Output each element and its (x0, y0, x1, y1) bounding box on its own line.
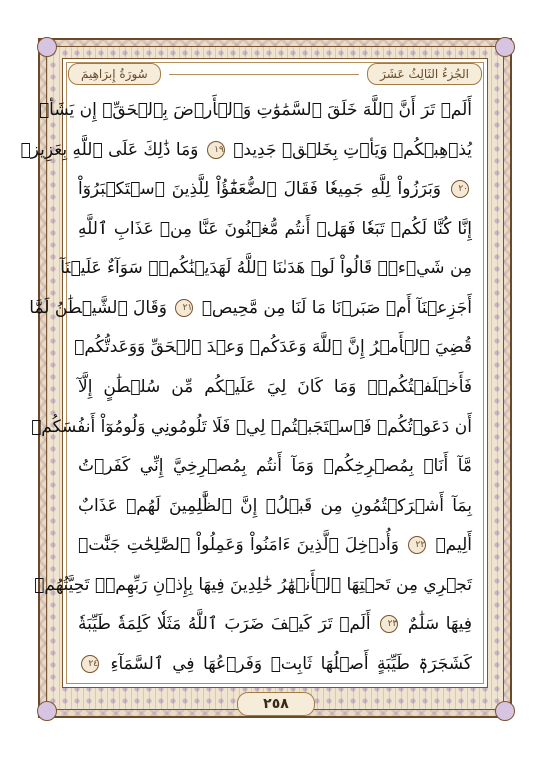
verse-text: أَجَزِعۡنَآ أَمۡ صَبَرۡنَا مَا لَنَا مِن مَّحِيصٖ (196, 297, 472, 318)
verse-line (31, 411, 472, 443)
verse-line (78, 173, 472, 205)
verse-text: إِنَّا كُنَّا لَكُمۡ تَبَعٗا فَهَلۡ أَنتُم مُّغۡنُونَ عَنَّا مِنۡ عَذَابِ ٱللَّهِ (78, 218, 472, 239)
verse-text: وَمَا ذَٰلِكَ عَلَى ٱللَّهِ بِعَزِيزٖ (20, 139, 204, 160)
verse-text: أَلِيمٞ (429, 535, 473, 556)
ayah-number-marker: ٢٢ (408, 536, 426, 554)
verse-text: يُذۡهِبۡكُمۡ وَيَأۡتِ بِخَلۡقٖ جَدِيدٖ (227, 139, 472, 160)
verse-line (78, 529, 472, 561)
verse-line (78, 608, 472, 640)
verse-line (34, 569, 472, 601)
verse-text: مِن شَيۡءٖۚ قَالُواْ لَوۡ هَدَىٰنَا ٱللَّهُ لَهَدَيۡنَٰكُمۡۖ سَوَآءٌ عَلَيۡنَآ (60, 258, 472, 279)
ayah-number-marker: ٢١ (175, 299, 193, 317)
verse-line (78, 450, 472, 482)
verse-line (78, 213, 472, 245)
verse-text: كَشَجَرَةٖ طَيِّبَةٍ أَصۡلُهَا ثَابِتٞ وَفَرۡعُهَا فِي ٱلسَّمَآءِ (102, 653, 472, 674)
ayah-number-marker: ١٩ (207, 141, 225, 159)
surah-title: سُورَةُ إِبرَاهِيمَ (68, 63, 161, 85)
verse-text: وَبَرَزُواْ لِلَّهِ جَمِيعٗا فَقَالَ ٱلضُّعَفَٰٓؤُاْ لِلَّذِينَ ٱسۡتَكۡبَرُوٓاْ (78, 179, 448, 200)
verse-line (78, 490, 472, 522)
juz-title: الجُزءُ الثَالِثُ عَشَرَ (367, 63, 482, 85)
verse-line (78, 371, 472, 403)
verse-text: فِيهَا سَلَٰمٌ (401, 614, 473, 635)
verse-text: بِمَآ أَشۡرَكۡتُمُونِ مِن قَبۡلُۗ إِنَّ ٱلظَّٰلِمِينَ لَهُمۡ عَذَابٌ (78, 495, 472, 516)
verse-text: فَأَخۡلَفۡتُكُمۡۖ وَمَا كَانَ لِيَ عَلَيۡكُم مِّن سُلۡطَٰنٍ إِلَّآ (78, 376, 472, 397)
corner-ornament-icon (495, 701, 515, 721)
verse-line (78, 648, 472, 680)
verse-line (74, 331, 472, 363)
corner-ornament-icon (495, 37, 515, 57)
page-number: ٢٥٨ (237, 692, 315, 716)
verse-text: أَلَمۡ تَرَ أَنَّ ٱللَّهَ خَلَقَ ٱلسَّمَٰوَٰتِ وَٱلۡأَرۡضَ بِٱلۡحَقِّۚ إِن يَشَأۡ (38, 100, 472, 120)
verse-text-block (20, 94, 473, 680)
verse-text: تَجۡرِي مِن تَحۡتِهَا ٱلۡأَنۡهَٰرُ خَٰلِدِينَ فِيهَا بِإِذۡنِ رَبِّهِمۡۖ تَحِيَّتُهُمۡ (34, 574, 472, 595)
ayah-number-marker: ٢٣ (380, 615, 398, 633)
verse-text: وَأُدۡخِلَ ٱلَّذِينَ ءَامَنُواْ وَعَمِلُواْ ٱلصَّٰلِحَٰتِ جَنَّٰتٖ (78, 535, 406, 556)
verse-line (20, 134, 472, 166)
verse-text: وَقَالَ ٱلشَّيۡطَٰنُ لَمَّا (29, 297, 173, 318)
verse-text: قُضِيَ ٱلۡأَمۡرُ إِنَّ ٱللَّهَ وَعَدَكُمۡ وَعۡدَ ٱلۡحَقِّ وَوَعَدتُّكُمۡ (74, 337, 472, 358)
verse-line (60, 252, 472, 284)
verse-text: أَلَمۡ تَرَ كَيۡفَ ضَرَبَ ٱللَّهُ مَثَلٗا كَلِمَةٗ طَيِّبَةٗ (78, 614, 378, 635)
verse-line (38, 94, 472, 126)
corner-ornament-icon (37, 37, 57, 57)
verse-line (29, 292, 472, 324)
page-header (68, 62, 482, 86)
ayah-number-marker: ٢٤ (81, 655, 99, 673)
ayah-number-marker: ٢٠ (451, 180, 469, 198)
verse-text: مَّآ أَنَا۠ بِمُصۡرِخِكُمۡ وَمَآ أَنتُم بِمُصۡرِخِيَّ إِنِّي كَفَرۡتُ (78, 456, 472, 477)
header-divider (169, 74, 359, 75)
corner-ornament-icon (37, 701, 57, 721)
verse-text: أَن دَعَوۡتُكُمۡ فَٱسۡتَجَبۡتُمۡ لِيۖ فَلَا تَلُومُونِي وَلُومُوٓاْ أَنفُسَكُمۖ (31, 416, 472, 437)
